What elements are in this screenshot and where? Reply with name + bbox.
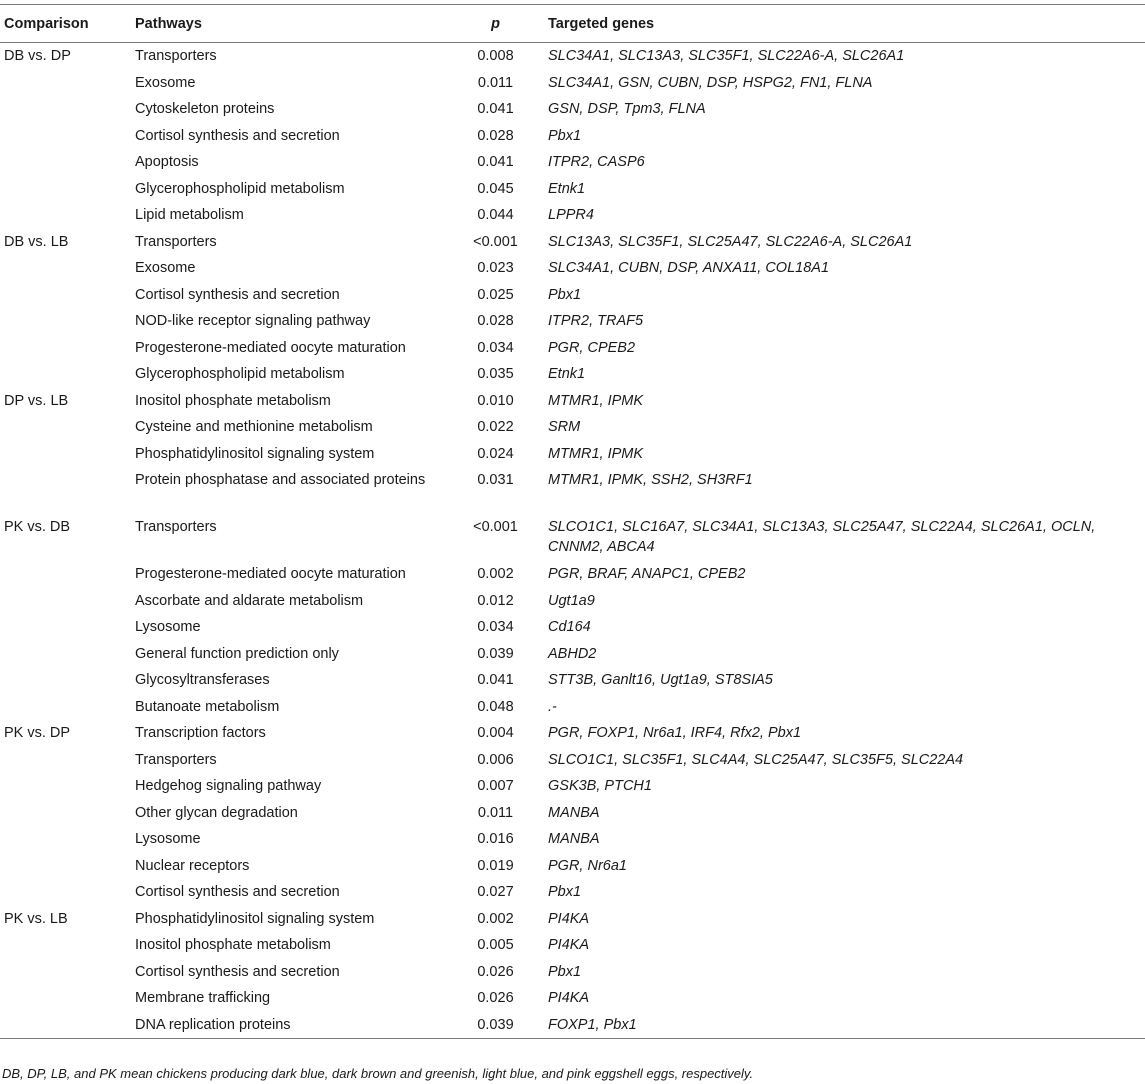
cell-targeted-genes: MTMR1, IPMK, SSH2, SH3RF1 [548, 472, 753, 488]
cell-targeted-genes: Ugt1a9 [548, 592, 595, 609]
cell-targeted-genes: ITPR2, CASP6 [548, 154, 645, 170]
cell-p-value: 0.034 [477, 339, 514, 356]
cell-pathway: Cortisol synthesis and secretion [135, 286, 340, 303]
table-row [0, 932, 1145, 959]
cell-comparison [0, 176, 131, 203]
cell-pathway: General function prediction only [135, 645, 339, 662]
cell-targeted-genes: SLC34A1, GSN, CUBN, DSP, HSPG2, FN1, FLNA [548, 74, 873, 91]
cell-targeted-genes: SLCO1C1, SLC35F1, SLC4A4, SLC25A47, SLC35F5, SLC22A4 [548, 751, 964, 768]
table-row [0, 959, 1145, 986]
cell-p-value: 0.039 [477, 645, 514, 662]
cell-comparison [0, 123, 131, 150]
cell-p-value: 0.011 [477, 74, 514, 91]
cell-pathway: Progesterone-mediated oocyte maturation [135, 339, 406, 356]
cell-p-value: 0.024 [477, 445, 514, 462]
table-header [0, 5, 1145, 43]
header-pathways: Pathways [135, 15, 202, 32]
table-row [0, 414, 1145, 441]
cell-pathway: Lysosome [135, 619, 201, 635]
cell-targeted-genes: ABHD2 [548, 645, 597, 662]
cell-p-value: 0.048 [477, 698, 514, 715]
table-row [0, 514, 1145, 561]
table-row [0, 906, 1145, 933]
cell-comparison [0, 959, 131, 986]
cell-pathway: Phosphatidylinositol signaling system [135, 910, 375, 927]
table-row [0, 985, 1145, 1012]
table-row [0, 255, 1145, 282]
cell-comparison: PK vs. DB [4, 519, 71, 535]
cell-pathway: Cysteine and methionine metabolism [135, 419, 373, 435]
cell-p-value: 0.041 [477, 672, 514, 688]
cell-comparison: PK vs. DP [4, 725, 71, 741]
cell-p-value: 0.022 [477, 419, 514, 435]
cell-comparison [0, 70, 131, 97]
cell-pathway: Ascorbate and aldarate metabolism [135, 592, 364, 609]
cell-comparison [0, 667, 131, 694]
cell-pathway: Transporters [135, 233, 217, 250]
cell-targeted-genes: SRM [548, 419, 581, 435]
cell-comparison [0, 202, 131, 229]
table-row [0, 720, 1145, 747]
cell-pathway: Exosome [135, 74, 196, 91]
table-row [0, 588, 1145, 615]
cell-pathway: Cytoskeleton proteins [135, 101, 275, 117]
cell-comparison: DB vs. DP [4, 48, 71, 64]
table-row [0, 229, 1145, 256]
cell-comparison [0, 255, 131, 282]
cell-targeted-genes: MANBA [548, 804, 600, 821]
cell-pathway: Glycerophospholipid metabolism [135, 180, 345, 197]
header-p-value: p [491, 15, 500, 32]
cell-pathway: Other glycan degradation [135, 804, 298, 821]
table-row [0, 96, 1145, 123]
cell-pathway: Inositol phosphate metabolism [135, 392, 331, 409]
cell-pathway: Glycerophospholipid metabolism [135, 366, 345, 382]
cell-targeted-genes: LPPR4 [548, 207, 594, 223]
cell-p-value: 0.011 [477, 804, 514, 821]
cell-comparison [0, 361, 131, 388]
cell-pathway: NOD-like receptor signaling pathway [135, 313, 371, 329]
cell-pathway: Lipid metabolism [135, 207, 244, 223]
table-row [0, 641, 1145, 668]
header-row [0, 5, 1145, 43]
table-row [0, 43, 1145, 70]
cell-pathway: DNA replication proteins [135, 1016, 291, 1033]
cell-comparison [0, 800, 131, 827]
cell-targeted-genes: PGR, BRAF, ANAPC1, CPEB2 [548, 566, 746, 582]
cell-p-value: 0.039 [477, 1016, 514, 1033]
cell-comparison: DP vs. LB [4, 392, 69, 409]
cell-p-value: 0.035 [477, 366, 514, 382]
table-row [0, 123, 1145, 150]
table-row [0, 561, 1145, 588]
cell-pathway: Inositol phosphate metabolism [135, 937, 331, 953]
table-row [0, 308, 1145, 335]
cell-pathway: Cortisol synthesis and secretion [135, 884, 340, 900]
cell-targeted-genes: Pbx1 [548, 286, 582, 303]
cell-comparison [0, 614, 131, 641]
table-row [0, 176, 1145, 203]
cell-comparison [0, 282, 131, 309]
cell-pathway: Transporters [135, 48, 217, 64]
pathway-enrichment-table [0, 4, 1145, 1039]
cell-comparison [0, 588, 131, 615]
table-row [0, 667, 1145, 694]
table-row [0, 441, 1145, 468]
table-row [0, 335, 1145, 362]
cell-comparison [0, 985, 131, 1012]
table-row [0, 614, 1145, 641]
cell-comparison [0, 561, 131, 588]
cell-pathway: Transporters [135, 519, 217, 535]
cell-targeted-genes: Pbx1 [548, 963, 582, 980]
cell-p-value: 0.034 [477, 619, 514, 635]
cell-targeted-genes: Etnk1 [548, 366, 586, 382]
cell-p-value: 0.023 [477, 260, 514, 276]
cell-p-value: 0.012 [477, 592, 514, 609]
cell-p-value: 0.002 [477, 910, 514, 927]
cell-comparison [0, 747, 131, 774]
cell-p-value: 0.006 [477, 751, 514, 768]
cell-comparison [0, 773, 131, 800]
cell-targeted-genes: FOXP1, Pbx1 [548, 1016, 637, 1033]
cell-p-value: 0.041 [477, 154, 514, 170]
cell-pathway: Glycosyltransferases [135, 672, 270, 688]
cell-p-value: 0.044 [477, 207, 514, 223]
table-row [0, 388, 1145, 415]
cell-comparison: DB vs. LB [4, 233, 69, 250]
cell-pathway: Phosphatidylinositol signaling system [135, 445, 375, 462]
table-row [0, 282, 1145, 309]
cell-comparison [0, 1012, 131, 1039]
header-comparison: Comparison [4, 15, 89, 32]
table-row [0, 747, 1145, 774]
cell-p-value: 0.026 [477, 963, 514, 980]
cell-comparison [0, 879, 131, 906]
table-row [0, 149, 1145, 176]
header-targeted-genes: Targeted genes [548, 15, 655, 32]
cell-pathway: Hedgehog signaling pathway [135, 778, 322, 794]
cell-pathway: Transcription factors [135, 725, 266, 741]
cell-p-value: 0.004 [477, 725, 514, 741]
cell-p-value: 0.045 [477, 180, 514, 197]
cell-targeted-genes: MANBA [548, 831, 600, 847]
table-footnote: DB, DP, LB, and PK mean chickens producing dark blue, dark brown and greenish, light blue, and pink eggshell eggs, respectively. [2, 1066, 754, 1081]
table-body [0, 43, 1145, 1039]
cell-pathway: Protein phosphatase and associated proteins [135, 472, 426, 488]
cell-pathway: Exosome [135, 260, 196, 276]
cell-pathway: Cortisol synthesis and secretion [135, 963, 340, 980]
cell-p-value: 0.008 [477, 48, 514, 64]
cell-p-value: 0.010 [477, 392, 514, 409]
cell-pathway: Apoptosis [135, 154, 199, 170]
cell-p-value: 0.041 [477, 101, 514, 117]
cell-comparison [0, 826, 131, 853]
cell-targeted-genes: ITPR2, TRAF5 [548, 313, 644, 329]
cell-p-value: 0.005 [477, 937, 514, 953]
table-row [0, 467, 1145, 514]
cell-targeted-genes: Pbx1 [548, 127, 582, 144]
cell-p-value: 0.025 [477, 286, 514, 303]
cell-targeted-genes: PI4KA [548, 990, 590, 1006]
cell-comparison [0, 467, 131, 514]
table-row [0, 202, 1145, 229]
cell-targeted-genes: GSK3B, PTCH1 [548, 778, 652, 794]
cell-targeted-genes: .- [548, 698, 557, 715]
cell-comparison [0, 96, 131, 123]
cell-targeted-genes: SLCO1C1, SLC16A7, SLC34A1, SLC13A3, SLC25A47, SLC22A4, SLC26A1, OCLN, CNNM2, ABCA4 [548, 519, 1096, 555]
cell-p-value: 0.026 [477, 990, 514, 1006]
cell-comparison [0, 308, 131, 335]
cell-targeted-genes: PGR, CPEB2 [548, 339, 636, 356]
cell-targeted-genes: PGR, FOXP1, Nr6a1, IRF4, Rfx2, Pbx1 [548, 725, 802, 741]
cell-targeted-genes: PI4KA [548, 910, 590, 927]
cell-targeted-genes: PI4KA [548, 937, 590, 953]
table-row [0, 800, 1145, 827]
cell-targeted-genes: GSN, DSP, Tpm3, FLNA [548, 101, 706, 117]
cell-p-value: 0.019 [477, 857, 514, 874]
cell-comparison [0, 149, 131, 176]
cell-comparison [0, 641, 131, 668]
cell-pathway: Butanoate metabolism [135, 698, 280, 715]
cell-targeted-genes: Cd164 [548, 619, 591, 635]
cell-targeted-genes: STT3B, Ganlt16, Ugt1a9, ST8SIA5 [548, 672, 773, 688]
table-row [0, 879, 1145, 906]
cell-pathway: Progesterone-mediated oocyte maturation [135, 566, 406, 582]
cell-p-value: 0.027 [477, 884, 514, 900]
cell-targeted-genes: SLC34A1, CUBN, DSP, ANXA11, COL18A1 [548, 260, 830, 276]
table-row [0, 826, 1145, 853]
cell-targeted-genes: PGR, Nr6a1 [548, 857, 627, 874]
results-table-container [0, 4, 1145, 1039]
cell-targeted-genes: Pbx1 [548, 884, 582, 900]
cell-targeted-genes: MTMR1, IPMK [548, 445, 644, 462]
cell-p-value: 0.031 [477, 472, 514, 488]
cell-p-value: 0.002 [477, 566, 514, 582]
cell-targeted-genes: MTMR1, IPMK [548, 392, 644, 409]
cell-p-value: 0.016 [477, 831, 514, 847]
cell-comparison [0, 932, 131, 959]
table-row [0, 361, 1145, 388]
cell-comparison [0, 853, 131, 880]
cell-pathway: Membrane trafficking [135, 990, 271, 1006]
cell-pathway: Nuclear receptors [135, 857, 250, 874]
cell-comparison [0, 441, 131, 468]
cell-pathway: Lysosome [135, 831, 201, 847]
cell-comparison [0, 335, 131, 362]
cell-p-value: 0.028 [477, 127, 514, 144]
table-row [0, 853, 1145, 880]
cell-comparison [0, 414, 131, 441]
cell-p-value: <0.001 [473, 233, 518, 250]
cell-p-value: <0.001 [473, 519, 518, 535]
cell-p-value: 0.007 [477, 778, 514, 794]
table-row [0, 773, 1145, 800]
cell-pathway: Cortisol synthesis and secretion [135, 127, 340, 144]
cell-targeted-genes: Etnk1 [548, 180, 586, 197]
cell-p-value: 0.028 [477, 313, 514, 329]
cell-targeted-genes: SLC34A1, SLC13A3, SLC35F1, SLC22A6-A, SLC26A1 [548, 48, 905, 64]
cell-pathway: Transporters [135, 751, 217, 768]
cell-comparison: PK vs. LB [4, 910, 68, 927]
table-row [0, 694, 1145, 721]
table-row [0, 1012, 1145, 1039]
cell-comparison [0, 694, 131, 721]
cell-targeted-genes: SLC13A3, SLC35F1, SLC25A47, SLC22A6-A, SLC26A1 [548, 233, 913, 250]
table-row [0, 70, 1145, 97]
